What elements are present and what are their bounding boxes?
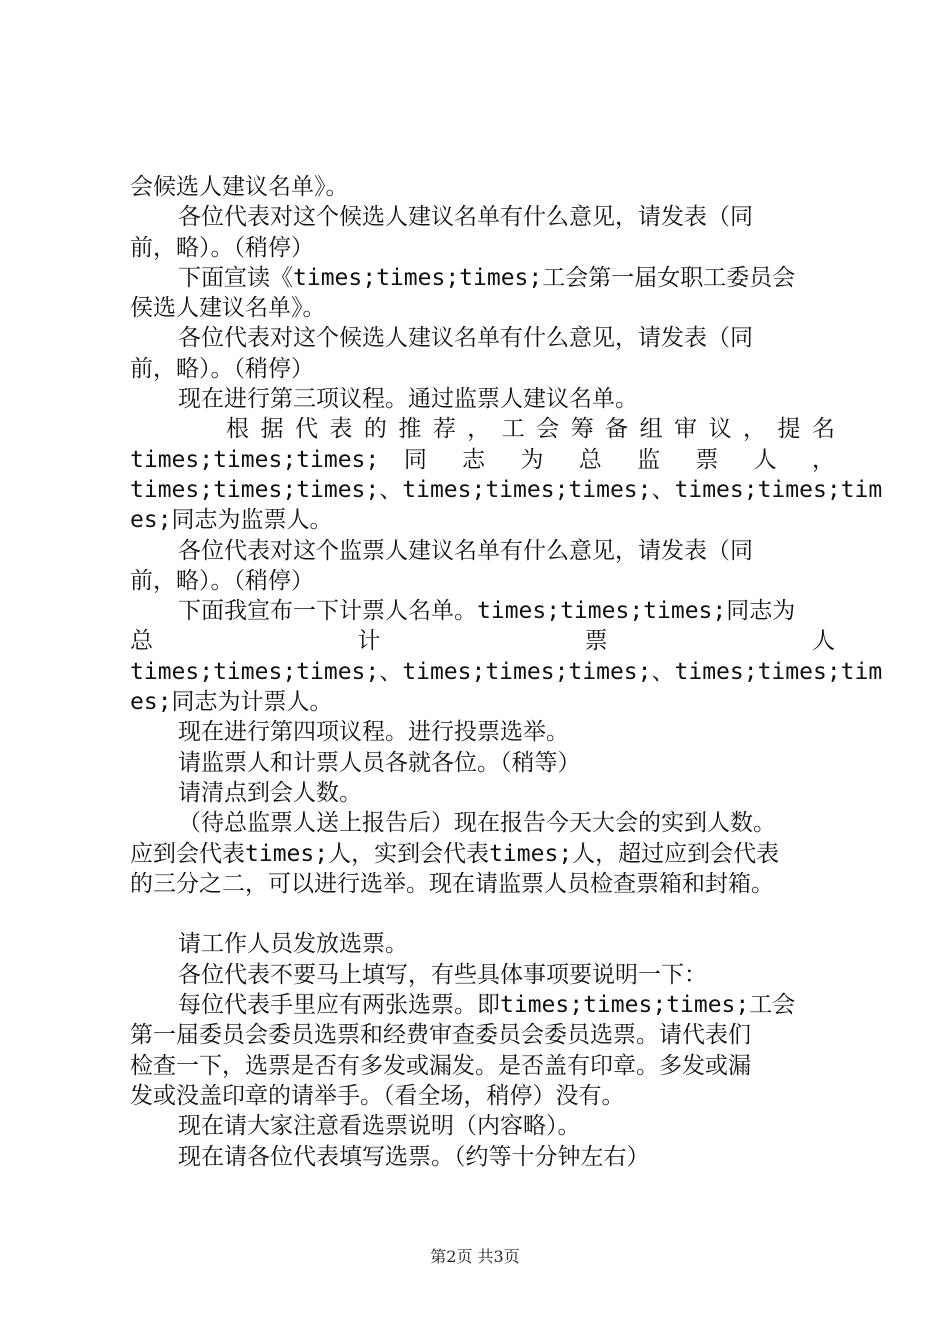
text-line: times;times;times;、times;times;times;、times;times;tim [130, 658, 883, 685]
text-line: 根据代表的推荐，工会筹备组审议，提名 [226, 416, 835, 443]
document-body [130, 172, 883, 1172]
text-line: 现在进行第四项议程。进行投票选举。 [178, 719, 569, 746]
text-line: 第一届委员会委员选票和经费审查委员会委员选票。请代表们 [130, 1022, 751, 1049]
text-line: （待总监票人送上报告后）现在报告今天大会的实到人数。 [178, 810, 776, 837]
text-line: 现在进行第三项议程。通过监票人建议名单。 [178, 386, 638, 413]
text-line: 前，略）。（稍停） [130, 234, 314, 261]
text-line: 各位代表对这个候选人建议名单有什么意见，请发表（同 [178, 204, 753, 231]
text-line: times;times;times; 同 志 为 总 监 票 人 ， [130, 446, 835, 473]
text-line: 侯选人建议名单》。 [130, 295, 326, 322]
text-line: 总 计 票 人 [130, 628, 835, 655]
text-line: 会候选人建议名单》。 [130, 174, 349, 200]
text-line: 现在请大家注意看选票说明（内容略）。 [178, 1113, 581, 1140]
text-line: 发或没盖印章的请举手。（看全场，稍停）没有。 [130, 1082, 625, 1109]
text-line: 下面宣读《times;times;times;工会第一届女职工委员会 [178, 264, 796, 291]
text-line: 每位代表手里应有两张选票。即times;times;times;工会 [178, 992, 796, 1019]
text-line: 应到会代表times;人，实到会代表times;人，超过应到会代表 [130, 840, 780, 867]
text-line: 请监票人和计票人员各就各位。（稍等） [178, 749, 581, 776]
text-line: es;同志为计票人。 [130, 689, 333, 716]
text-line: times;times;times;、times;times;times;、times;times;tim [130, 476, 883, 503]
text-line: 前，略）。（稍停） [130, 567, 314, 594]
text-line: 请清点到会人数。 [178, 779, 362, 806]
text-line: 的三分之二，可以进行选举。现在请监票人员检查票箱和封箱。 [130, 870, 774, 897]
page-footer: 第2页 共3页 [430, 1247, 520, 1266]
text-line [130, 899, 835, 929]
text-line: 检查一下，选票是否有多发或漏发。是否盖有印章。多发或漏 [130, 1052, 751, 1079]
text-line: 各位代表不要马上填写，有些具体事项要说明一下： [178, 961, 707, 988]
text-line: 现在请各位代表填写选票。（约等十分钟左右） [178, 1143, 650, 1170]
text-line: 各位代表对这个监票人建议名单有什么意见，请发表（同 [178, 537, 753, 564]
text-line: 请工作人员发放选票。 [178, 931, 408, 958]
text-line: es;同志为监票人。 [130, 507, 333, 534]
text-line: 各位代表对这个候选人建议名单有什么意见，请发表（同 [178, 325, 753, 352]
text-line: 前，略）。（稍停） [130, 355, 314, 382]
text-line: 下面我宣布一下计票人名单。times;times;times;同志为 [178, 598, 796, 625]
